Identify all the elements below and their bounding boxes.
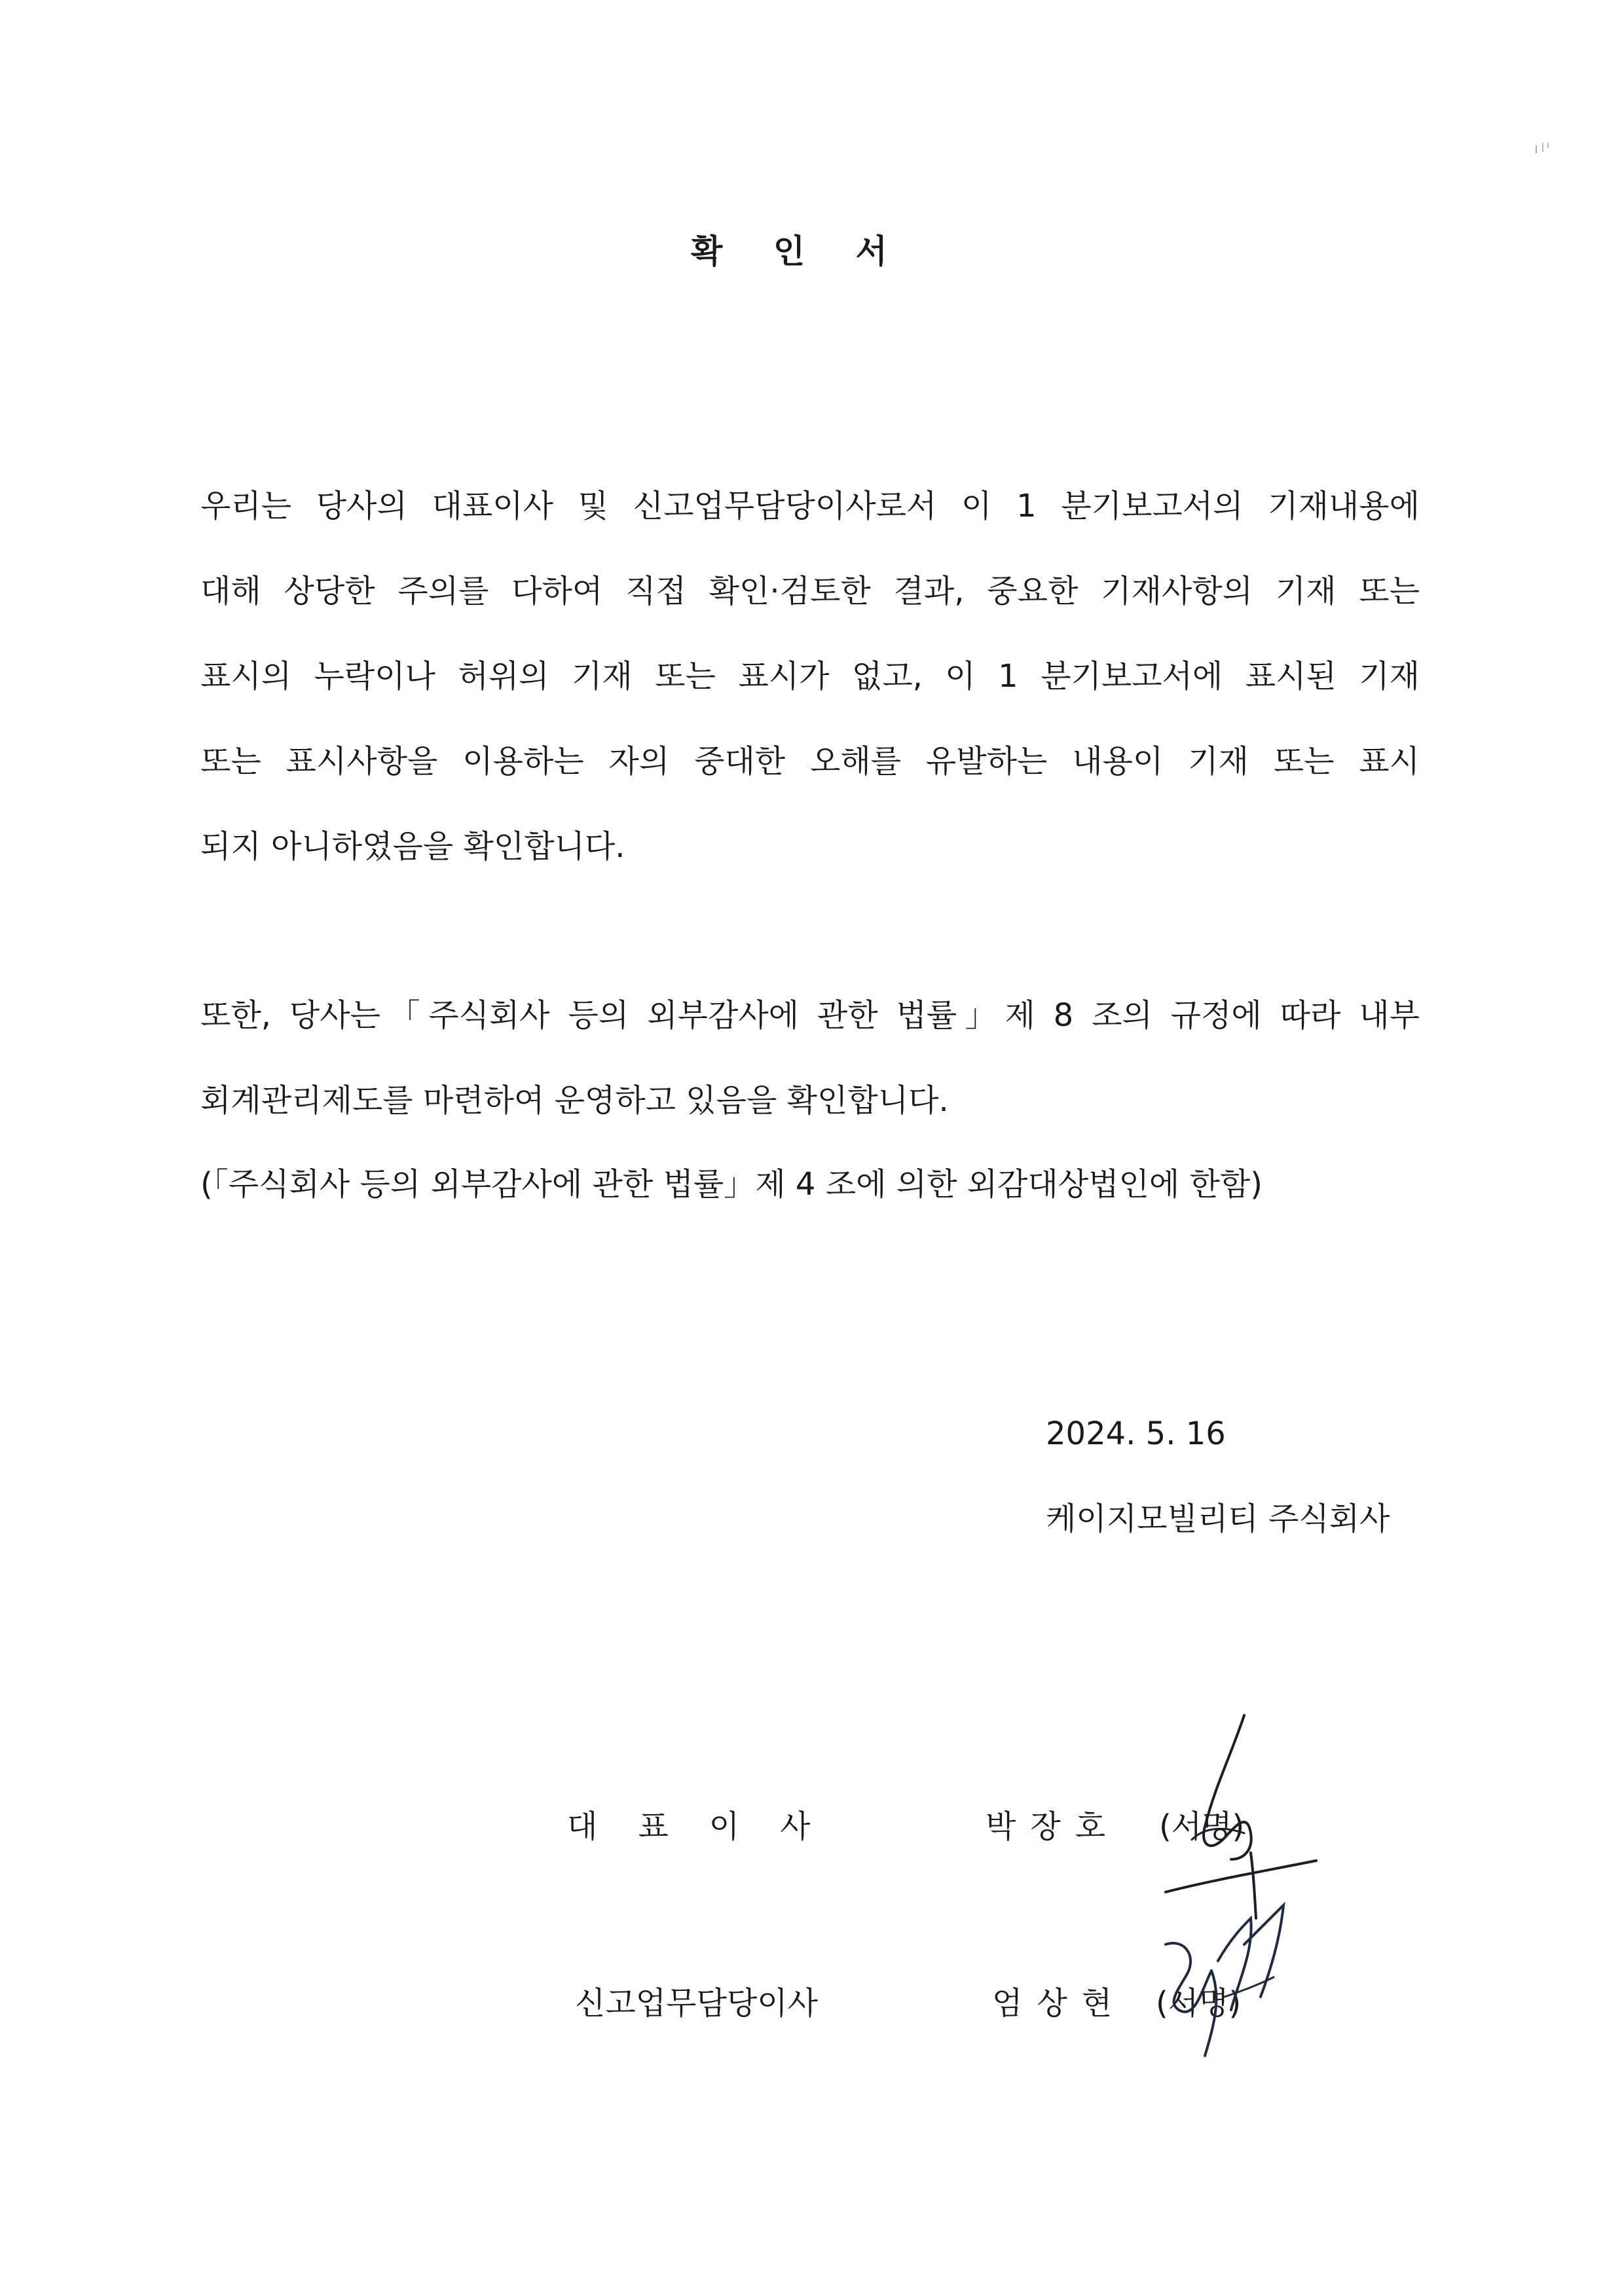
confirmation-paragraph	[200, 464, 1420, 889]
signature-label-reporting-director: (서명)	[1156, 1985, 1242, 2022]
signatory-name-ceo: 박장호	[986, 1808, 1120, 1845]
paragraph-line: 대해 상당한 주의를 다하여 직접 확인·검토한 결과, 중요한 기재사항의 기재 또는	[200, 573, 1420, 610]
paragraph-line: 또한, 당사는「주식회사 등의 외부감사에 관한 법률」제 8 조의 규정에 따라 내부	[200, 997, 1420, 1034]
signatory-name-reporting-director: 엄상현	[992, 1985, 1127, 2022]
paragraph-line: 또는 표시사항을 이용하는 자의 중대한 오해를 유발하는 내용이 기재 또는 표시	[200, 743, 1420, 780]
signature-label-ceo: (서명)	[1159, 1808, 1245, 1845]
internal-control-paragraph	[200, 973, 1420, 1143]
signatory-role-ceo: 대표이사	[567, 1808, 851, 1845]
paragraph-line: 되지 아니하였음을 확인합니다.	[200, 828, 625, 865]
paragraph-line: 표시의 누락이나 허위의 기재 또는 표시가 없고, 이 1 분기보고서에 표시된 기재	[200, 658, 1420, 695]
reporting-director-handwritten-signature	[1139, 1899, 1310, 2062]
company-name: 케이지모빌리티 주식회사	[1046, 1501, 1390, 1537]
scope-note: (「주식회사 등의 외부감사에 관한 법률」제 4 조에 의한 외감대상법인에 한함)	[200, 1166, 1263, 1203]
paragraph-line: 우리는 당사의 대표이사 및 신고업무담당이사로서 이 1 분기보고서의 기재내용에	[200, 488, 1420, 524]
scan-speck	[1531, 139, 1557, 158]
document-date: 2024. 5. 16	[1046, 1415, 1226, 1452]
document-title: 확 인 서	[691, 232, 907, 270]
paragraph-line: 회계관리제도를 마련하여 운영하고 있음을 확인합니다.	[200, 1082, 949, 1119]
ceo-handwritten-signature	[1153, 1702, 1323, 1925]
signatory-role-reporting-director: 신고업무담당이사	[575, 1985, 818, 2022]
